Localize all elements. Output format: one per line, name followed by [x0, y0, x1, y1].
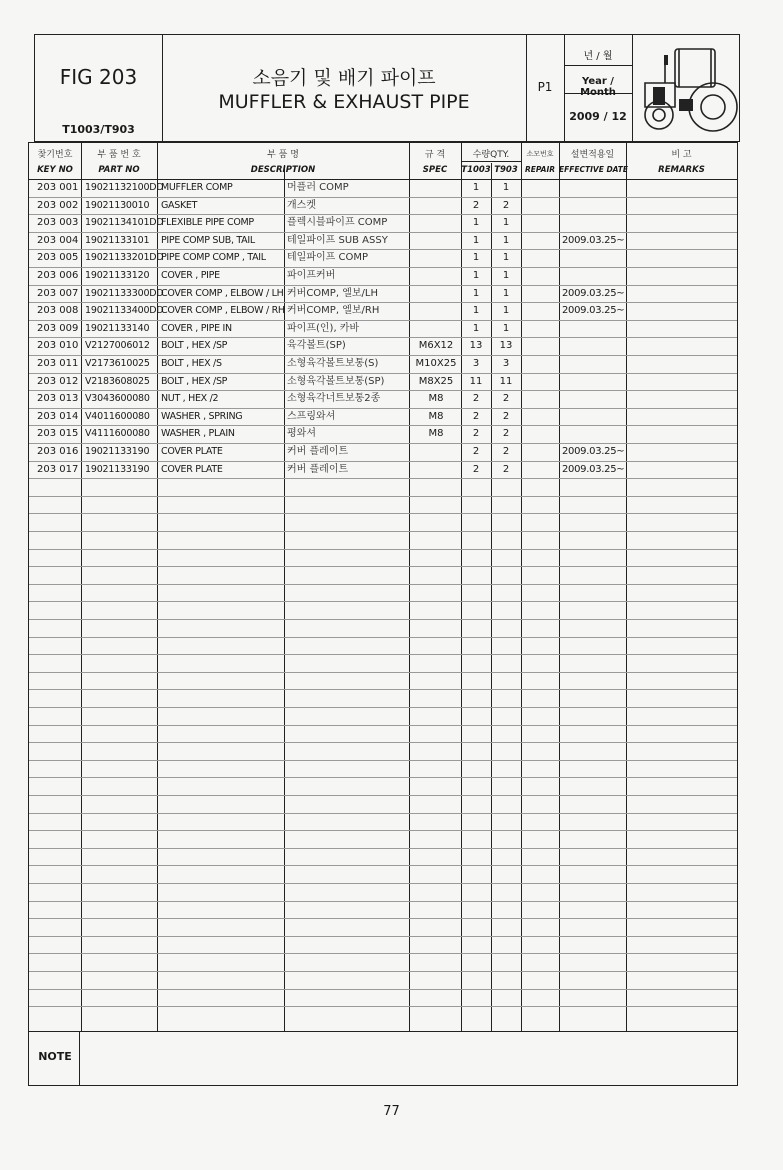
- cell-desc: MUFFLER COMP: [161, 182, 233, 193]
- table-row: [29, 408, 737, 426]
- cell-q2: 1: [502, 252, 510, 264]
- col-repair: REPAIR: [524, 165, 556, 174]
- cell-desc: FLEXIBLE PIPE COMP: [161, 217, 254, 229]
- row-divider: [29, 601, 737, 602]
- model-label: T1003/T903: [62, 123, 135, 136]
- col-eff-ko: 설변적용일: [570, 150, 615, 160]
- page-code: P1: [537, 80, 553, 94]
- cell-eff: 2009.03.25~: [562, 234, 625, 246]
- row-divider: [29, 584, 737, 585]
- col-desc-ko: 부 품 명: [267, 150, 299, 160]
- note-label: NOTE: [38, 1050, 72, 1063]
- row-divider: [29, 654, 737, 655]
- parts-table: [28, 142, 738, 1086]
- figure-number: FIG 203: [59, 65, 138, 89]
- cell-part: 19021132100DD: [85, 182, 164, 193]
- cell-part: 19021133101: [85, 234, 150, 246]
- table-row: [29, 267, 737, 285]
- row-divider: [29, 883, 737, 884]
- table-row: [29, 461, 737, 479]
- cell-part: 19021133190: [85, 463, 150, 475]
- cell-spec: [411, 302, 461, 320]
- cell-ko: 소형육각볼트보통(S): [287, 358, 379, 369]
- year-month-korean: 년 / 월: [583, 51, 613, 62]
- title-english: MUFFLER & EXHAUST PIPE: [218, 91, 470, 113]
- cell-spec: [411, 443, 461, 461]
- cell-desc: NUT , HEX /2: [161, 393, 219, 405]
- cell-q1: 2: [472, 410, 480, 422]
- cell-ko: 플렉시블파이프 COMP: [287, 217, 388, 229]
- col-spec-ko: 규 격: [424, 150, 446, 160]
- row-divider: [29, 725, 737, 726]
- cell-eff: [562, 249, 624, 267]
- cell-ko: 스프링와셔: [287, 410, 336, 422]
- row-divider: [29, 672, 737, 673]
- row-divider: [29, 566, 737, 567]
- cell-q2: 2: [502, 428, 510, 440]
- cell-key: 203 004: [37, 234, 79, 246]
- row-divider: [29, 971, 737, 972]
- cell-eff: 2009.03.25~: [562, 287, 625, 299]
- col-rem: REMARKS: [658, 165, 705, 175]
- row-divider: [29, 813, 737, 814]
- cell-ko: 커버 플레이트: [287, 463, 349, 475]
- cell-spec: M8: [428, 410, 444, 422]
- cell-q2: 11: [499, 375, 513, 387]
- cell-key: 203 012: [37, 375, 79, 387]
- cell-q2: 3: [502, 358, 510, 369]
- cell-spec: [411, 232, 461, 250]
- cell-q1: 2: [472, 463, 480, 475]
- cell-desc: COVER , PIPE: [161, 270, 220, 281]
- col-desc: DESCRIPTION: [250, 165, 316, 175]
- col-qty-t1003: T1003: [461, 165, 491, 175]
- cell-desc: BOLT , HEX /S: [161, 358, 222, 369]
- cell-spec: M8X25: [418, 375, 454, 387]
- cell-q1: 1: [472, 322, 480, 334]
- row-divider: [29, 513, 737, 514]
- row-divider: [29, 689, 737, 690]
- table-row: [29, 232, 737, 250]
- row-divider: [29, 760, 737, 761]
- cell-part: V3043600080: [85, 393, 150, 405]
- cell-eff: [562, 355, 624, 373]
- row-divider: [29, 795, 737, 796]
- cell-ko: 커버 플레이트: [287, 446, 349, 457]
- cell-part: V4111600080: [85, 428, 150, 440]
- cell-part: 19021133190: [85, 446, 150, 457]
- row-divider: [29, 496, 737, 497]
- cell-desc: GASKET: [161, 199, 198, 211]
- col-qty: 수량QTY.: [472, 150, 510, 160]
- cell-q2: 2: [502, 199, 510, 211]
- cell-key: 203 009: [37, 322, 79, 334]
- cell-key: 203 015: [37, 428, 79, 440]
- col-qty-t903: T903: [494, 165, 518, 175]
- cell-ko: 파이프(인), 카바: [287, 322, 360, 334]
- row-divider: [29, 989, 737, 990]
- cell-q2: 1: [502, 305, 510, 317]
- row-divider: [29, 901, 737, 902]
- cell-key: 203 002: [37, 199, 79, 211]
- cell-eff: [562, 337, 624, 355]
- cell-key: 203 017: [37, 463, 79, 475]
- cell-key: 203 006: [37, 270, 79, 281]
- cell-part: V4011600080: [85, 410, 150, 422]
- cell-desc: COVER COMP , ELBOW / RH: [161, 305, 285, 317]
- cell-key: 203 005: [37, 252, 79, 264]
- row-divider: [29, 830, 737, 831]
- cell-eff: [562, 373, 624, 391]
- table-row: [29, 249, 737, 267]
- row-divider: [29, 953, 737, 954]
- cell-desc: BOLT , HEX /SP: [161, 375, 228, 387]
- col-rem-ko: 비 고: [671, 150, 692, 160]
- page-number: 77: [383, 1104, 400, 1119]
- row-divider: [29, 742, 737, 743]
- row-divider: [29, 918, 737, 919]
- cell-eff: [562, 320, 624, 338]
- cell-q2: 2: [502, 410, 510, 422]
- row-divider: [29, 619, 737, 620]
- col-eff: EFFECTIVE DATE: [559, 165, 628, 174]
- cell-q1: 13: [469, 340, 483, 352]
- cell-part: 19021133140: [85, 322, 150, 334]
- cell-ko: 커버COMP, 엘보/LH: [287, 287, 378, 299]
- cell-q1: 1: [472, 234, 480, 246]
- cell-desc: COVER COMP , ELBOW / LH: [161, 287, 284, 299]
- cell-q2: 1: [502, 217, 510, 229]
- cell-q2: 1: [502, 270, 510, 281]
- cell-key: 203 003: [37, 217, 79, 229]
- cell-desc: WASHER , SPRING: [161, 410, 243, 422]
- cell-eff: 2009.03.25~: [562, 463, 625, 475]
- cell-key: 203 007: [37, 287, 79, 299]
- cell-part: 19021133400DD: [85, 305, 164, 317]
- col-part: PART NO: [98, 165, 140, 175]
- cell-spec: [411, 214, 461, 232]
- cell-ko: 소형육각너트보통2종: [287, 393, 381, 405]
- cell-q1: 2: [472, 393, 480, 405]
- cell-ko: 커버COMP, 엘보/RH: [287, 305, 380, 317]
- table-row: [29, 443, 737, 461]
- cell-ko: 파이프커버: [287, 270, 336, 281]
- row-divider: [29, 707, 737, 708]
- row-divider: [29, 777, 737, 778]
- cell-ko: 육각볼트(SP): [287, 340, 346, 352]
- cell-q1: 1: [472, 182, 480, 193]
- row-divider: [29, 549, 737, 550]
- table-row: [29, 390, 737, 408]
- cell-key: 203 011: [37, 358, 79, 369]
- table-row: [29, 320, 737, 338]
- cell-desc: PIPE COMP COMP , TAIL: [161, 252, 266, 264]
- cell-q1: 11: [469, 375, 483, 387]
- cell-spec: [411, 267, 461, 285]
- title-korean: 소음기 및 배기 파이프: [252, 67, 436, 89]
- table-row: [29, 197, 737, 215]
- cell-part: 19021133201DD: [85, 252, 164, 264]
- row-divider: [29, 1006, 737, 1007]
- table-row: [29, 373, 737, 391]
- cell-desc: COVER PLATE: [161, 463, 223, 475]
- cell-q1: 2: [472, 428, 480, 440]
- cell-key: 203 014: [37, 410, 79, 422]
- year-month-label: Year / Month: [580, 76, 616, 98]
- cell-eff: [562, 408, 624, 426]
- col-spec: SPEC: [422, 165, 448, 175]
- cell-ko: 테일파이프 COMP: [287, 252, 368, 264]
- col-part-ko: 부 품 번 호: [97, 150, 141, 160]
- cell-desc: PIPE COMP SUB, TAIL: [161, 234, 255, 246]
- row-divider: [29, 865, 737, 866]
- col-repair-ko: 소모번호: [526, 150, 554, 158]
- cell-eff: [562, 179, 624, 197]
- row-divider: [29, 637, 737, 638]
- cell-key: 203 001: [37, 182, 79, 193]
- header-box: [34, 34, 740, 142]
- cell-spec: M10X25: [415, 358, 457, 369]
- cell-q1: 1: [472, 270, 480, 281]
- cell-q2: 2: [502, 393, 510, 405]
- table-row: [29, 355, 737, 373]
- cell-q2: 2: [502, 463, 510, 475]
- cell-spec: [411, 197, 461, 215]
- cell-eff: [562, 267, 624, 285]
- row-divider: [29, 936, 737, 937]
- cell-key: 203 013: [37, 393, 79, 405]
- cell-q2: 1: [502, 182, 510, 193]
- cell-q2: 2: [502, 446, 510, 457]
- cell-eff: [562, 214, 624, 232]
- cell-ko: 평와셔: [287, 428, 316, 440]
- cell-q1: 1: [472, 287, 480, 299]
- cell-q1: 1: [472, 305, 480, 317]
- cell-spec: M8: [428, 428, 444, 440]
- cell-spec: [411, 461, 461, 479]
- cell-desc: WASHER , PLAIN: [161, 428, 235, 440]
- year-month-date: 2009 / 12: [569, 110, 627, 123]
- cell-q1: 2: [472, 446, 480, 457]
- cell-spec: M8: [428, 393, 444, 405]
- row-divider: [29, 848, 737, 849]
- cell-q1: 2: [472, 199, 480, 211]
- cell-eff: 2009.03.25~: [562, 305, 625, 317]
- table-row: [29, 214, 737, 232]
- cell-spec: [411, 320, 461, 338]
- cell-ko: 머플러 COMP: [287, 182, 349, 193]
- table-row: [29, 285, 737, 303]
- cell-q2: 13: [499, 340, 513, 352]
- cell-ko: 개스켓: [287, 199, 316, 211]
- cell-part: 19021130010: [85, 199, 150, 211]
- cell-part: 19021133120: [85, 270, 150, 281]
- cell-eff: [562, 390, 624, 408]
- table-row: [29, 179, 737, 197]
- cell-part: V2127006012: [85, 340, 150, 352]
- cell-q1: 3: [472, 358, 480, 369]
- cell-desc: BOLT , HEX /SP: [161, 340, 228, 352]
- cell-spec: M6X12: [418, 340, 454, 352]
- cell-q1: 1: [472, 217, 480, 229]
- cell-eff: 2009.03.25~: [562, 446, 625, 457]
- row-divider: [29, 531, 737, 532]
- cell-part: V2173610025: [85, 358, 150, 369]
- cell-key: 203 016: [37, 446, 79, 457]
- cell-desc: COVER , PIPE IN: [161, 322, 232, 334]
- cell-ko: 소형육각볼트보통(SP): [287, 375, 385, 387]
- table-row: [29, 425, 737, 443]
- cell-part: V2183608025: [85, 375, 150, 387]
- cell-part: 19021134101DD: [85, 217, 164, 229]
- cell-part: 19021133300DD: [85, 287, 164, 299]
- table-row: [29, 337, 737, 355]
- cell-q2: 1: [502, 322, 510, 334]
- cell-key: 203 008: [37, 305, 79, 317]
- col-key: KEY NO: [37, 165, 73, 175]
- cell-q2: 1: [502, 287, 510, 299]
- tractor-icon: [635, 41, 739, 135]
- cell-q1: 1: [472, 252, 480, 264]
- cell-spec: [411, 179, 461, 197]
- cell-desc: COVER PLATE: [161, 446, 223, 457]
- cell-spec: [411, 285, 461, 303]
- table-row: [29, 302, 737, 320]
- col-key-ko: 찾기번호: [37, 150, 73, 160]
- cell-eff: [562, 425, 624, 443]
- cell-key: 203 010: [37, 340, 79, 352]
- cell-ko: 테일파이프 SUB ASSY: [287, 234, 388, 246]
- cell-spec: [411, 249, 461, 267]
- cell-eff: [562, 197, 624, 215]
- cell-q2: 1: [502, 234, 510, 246]
